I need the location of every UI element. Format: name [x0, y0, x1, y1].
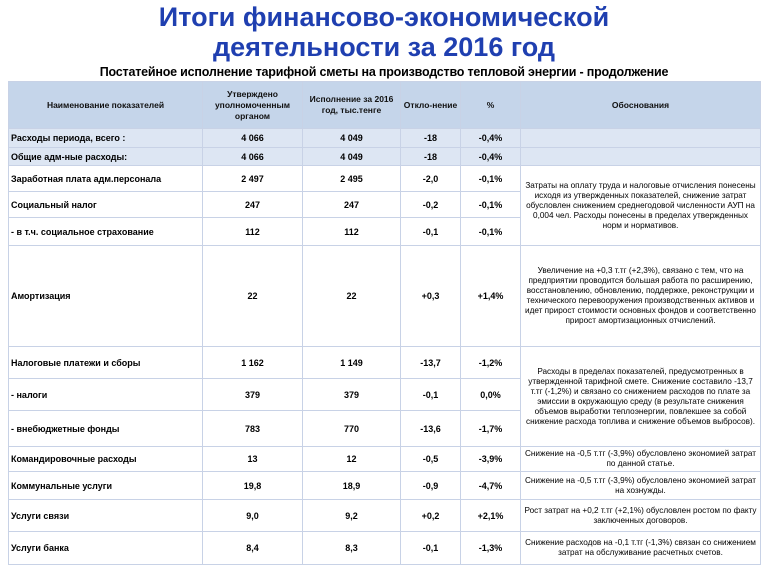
row-name: Амортизация — [9, 246, 203, 347]
row-approved: 4 066 — [203, 148, 303, 166]
row-actual: 247 — [303, 192, 401, 218]
table-row — [9, 129, 761, 148]
row-actual: 4 049 — [303, 148, 401, 166]
row-approved: 13 — [203, 447, 303, 472]
row-deviation: -13,6 — [401, 411, 461, 447]
row-actual: 12 — [303, 447, 401, 472]
row-actual: 770 — [303, 411, 401, 447]
table-row — [9, 347, 761, 379]
row-deviation: -0,1 — [401, 218, 461, 246]
row-percent: -0,1% — [461, 192, 521, 218]
row-name: Общие адм-ные расходы: — [9, 148, 203, 166]
justification-utilities: Снижение на -0,5 т.тг (-3,9%) обусловлено экономией затрат на хознужды. — [521, 472, 761, 500]
row-approved: 783 — [203, 411, 303, 447]
justification-salary-social: Затраты на оплату труда и налоговые отчисления понесены исходя из утвержденных показателей, снижение затрат обусловлен снижением среднегодовой численности АУП на 0,004 чел. Расходы понесены в пределах утвержденных норм и нормативов. — [521, 166, 761, 246]
header-justification: Обоснования — [521, 82, 761, 129]
row-name: Заработная плата адм.персонала — [9, 166, 203, 192]
row-name: Расходы периода, всего : — [9, 129, 203, 148]
table-row — [9, 532, 761, 565]
row-percent: -0,4% — [461, 129, 521, 148]
header-approved: Утверждено уполномоченным органом — [203, 82, 303, 129]
row-name: Социальный налог — [9, 192, 203, 218]
row-approved: 8,4 — [203, 532, 303, 565]
row-justification-empty — [521, 129, 761, 148]
row-approved: 4 066 — [203, 129, 303, 148]
justification-communication: Рост затрат на +0,2 т.тг (+2,1%) обусловлен ростом по факту заключенных договоров. — [521, 500, 761, 532]
row-approved: 19,8 — [203, 472, 303, 500]
row-name: - в т.ч. социальное страхование — [9, 218, 203, 246]
row-approved: 2 497 — [203, 166, 303, 192]
row-percent: 0,0% — [461, 379, 521, 411]
row-name: Командировочные расходы — [9, 447, 203, 472]
row-percent: +1,4% — [461, 246, 521, 347]
row-percent: -0,4% — [461, 148, 521, 166]
row-name: Услуги связи — [9, 500, 203, 532]
row-deviation: +0,2 — [401, 500, 461, 532]
row-actual: 18,9 — [303, 472, 401, 500]
page-subtitle: Постатейное исполнение тарифной сметы на производство тепловой энергии - продолжение — [99, 65, 669, 79]
row-deviation: -0,9 — [401, 472, 461, 500]
row-deviation: -13,7 — [401, 347, 461, 379]
row-actual: 379 — [303, 379, 401, 411]
row-actual: 4 049 — [303, 129, 401, 148]
page-title — [0, 2, 768, 62]
row-percent: -1,2% — [461, 347, 521, 379]
row-deviation: -18 — [401, 129, 461, 148]
header-deviation: Откло-нение — [401, 82, 461, 129]
row-actual: 8,3 — [303, 532, 401, 565]
row-approved: 22 — [203, 246, 303, 347]
row-deviation: -0,1 — [401, 532, 461, 565]
row-percent: -1,3% — [461, 532, 521, 565]
row-deviation: -18 — [401, 148, 461, 166]
title-line-2: деятельности за 2016 год — [213, 32, 555, 62]
row-name: - налоги — [9, 379, 203, 411]
row-approved: 247 — [203, 192, 303, 218]
row-approved: 1 162 — [203, 347, 303, 379]
row-actual: 112 — [303, 218, 401, 246]
table-row — [9, 472, 761, 500]
justification-bank: Снижение расходов на -0,1 т.тг (-1,3%) связан со снижением затрат на обслуживание расчетных счетов. — [521, 532, 761, 565]
row-deviation: -0,2 — [401, 192, 461, 218]
row-actual: 2 495 — [303, 166, 401, 192]
row-name: - внебюджетные фонды — [9, 411, 203, 447]
header-percent: % — [461, 82, 521, 129]
row-approved: 112 — [203, 218, 303, 246]
table-row — [9, 447, 761, 472]
row-approved: 9,0 — [203, 500, 303, 532]
row-deviation: -0,5 — [401, 447, 461, 472]
tariff-estimate-table — [8, 81, 761, 565]
header-row — [9, 82, 761, 129]
row-percent: +2,1% — [461, 500, 521, 532]
row-actual: 1 149 — [303, 347, 401, 379]
table-row — [9, 148, 761, 166]
row-percent: -1,7% — [461, 411, 521, 447]
justification-amortization: Увеличение на +0,3 т.тг (+2,3%), связано с тем, что на предприятии проводится большая работа по расширению, восстановлению, обновлению, поддержке, реконструкции и технического перевооружения производственных активов и идет прирост стоимости основных фондов и соответственно прирост амортизационных отчислений. — [521, 246, 761, 347]
row-justification-empty — [521, 148, 761, 166]
row-deviation: -2,0 — [401, 166, 461, 192]
justification-taxes: Расходы в пределах показателей, предусмотренных в утвержденной тарифной смете. Снижение составило -13,7 т.тг (-1,2%) и связано со снижением расходов по плате за эмиссии в окружающую среду (в результате снижения объемов выработки теплоэнергии, повлекшее за собой снижение расхода топлива и снижение объемов выбросов). — [521, 347, 761, 447]
header-name: Наименование показателей — [9, 82, 203, 129]
row-actual: 22 — [303, 246, 401, 347]
row-percent: -4,7% — [461, 472, 521, 500]
row-deviation: -0,1 — [401, 379, 461, 411]
row-percent: -0,1% — [461, 166, 521, 192]
row-percent: -0,1% — [461, 218, 521, 246]
justification-travel: Снижение на -0,5 т.тг (-3,9%) обусловлено экономией затрат по данной статье. — [521, 447, 761, 472]
row-actual: 9,2 — [303, 500, 401, 532]
row-deviation: +0,3 — [401, 246, 461, 347]
table-row — [9, 500, 761, 532]
row-name: Коммунальные услуги — [9, 472, 203, 500]
row-approved: 379 — [203, 379, 303, 411]
header-actual: Исполнение за 2016 год, тыс.тенге — [303, 82, 401, 129]
title-line-1: Итоги финансово-экономической — [158, 2, 610, 32]
table-row — [9, 166, 761, 192]
row-name: Услуги банка — [9, 532, 203, 565]
row-percent: -3,9% — [461, 447, 521, 472]
row-name: Налоговые платежи и сборы — [9, 347, 203, 379]
table-row — [9, 246, 761, 347]
